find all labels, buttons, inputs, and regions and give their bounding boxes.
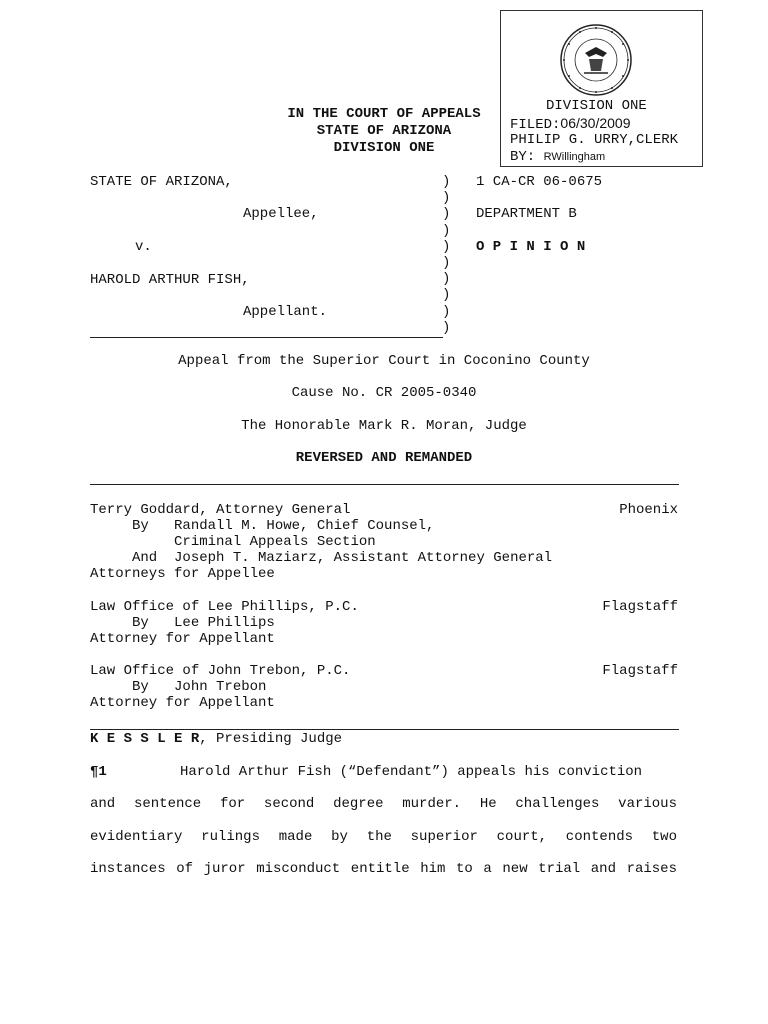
- opinion-line: Harold Arthur Fish (“Defendant”) appeals his conviction: [180, 764, 643, 780]
- filing-stamp: [500, 10, 703, 167]
- caption-defendant-role: Appellant.: [243, 304, 328, 320]
- cause-number: Cause No. CR 2005-0340: [291, 385, 477, 401]
- counsel-line: By John Trebon: [90, 679, 267, 695]
- counsel-line: Law Office of Lee Phillips, P.C.: [90, 599, 359, 615]
- counsel-line: And Joseph T. Maziarz, Assistant Attorney General: [90, 550, 553, 566]
- court-state: STATE OF ARIZONA: [316, 123, 452, 139]
- stamp-division: DIVISION ONE: [546, 98, 647, 114]
- paragraph-mark: ¶1: [90, 764, 107, 780]
- stamp-clerk: PHILIP G. URRY,CLERK: [510, 132, 679, 148]
- document-type: O P I N I O N: [476, 239, 586, 255]
- section-rule-top: [90, 484, 679, 485]
- stamp-by: [510, 149, 605, 165]
- opinion-author: K E S S L E R: [90, 731, 200, 747]
- caption-rule: [90, 337, 443, 338]
- caption-plaintiff-role: Appellee,: [243, 206, 319, 222]
- counsel-line: By Randall M. Howe, Chief Counsel,: [90, 518, 435, 534]
- court-division: DIVISION ONE: [333, 140, 435, 156]
- counsel-city: Phoenix: [619, 502, 678, 518]
- case-number: 1 CA-CR 06-0675: [476, 174, 603, 190]
- counsel-line: By Lee Phillips: [90, 615, 275, 631]
- counsel-line: Criminal Appeals Section: [90, 534, 376, 550]
- stamp-filed-label: FILED:: [510, 117, 561, 133]
- opinion-line: and sentence for second degree murder. He challenges various: [90, 796, 677, 812]
- disposition: REVERSED AND REMANDED: [295, 450, 473, 466]
- opinion-author-line: [90, 731, 342, 747]
- caption-defendant: HAROLD ARTHUR FISH,: [90, 272, 250, 288]
- counsel-city: Flagstaff: [602, 663, 678, 679]
- department: DEPARTMENT B: [476, 206, 577, 222]
- counsel-line: Law Office of John Trebon, P.C.: [90, 663, 351, 679]
- counsel-line: Terry Goddard, Attorney General: [90, 502, 351, 518]
- counsel-line: Attorney for Appellant: [90, 631, 275, 647]
- court-seal-icon: [559, 23, 633, 97]
- counsel-line: Attorney for Appellant: [90, 695, 275, 711]
- stamp-filed: [510, 115, 631, 133]
- opinion-line: evidentiary rulings made by the superior court, contends two: [90, 829, 677, 845]
- counsel-city: Flagstaff: [602, 599, 678, 615]
- court-name: IN THE COURT OF APPEALS: [287, 106, 481, 122]
- trial-judge: The Honorable Mark R. Moran, Judge: [241, 418, 527, 434]
- stamp-by-label: BY:: [510, 149, 536, 165]
- caption-versus: v.: [135, 239, 152, 255]
- stamp-by-name: RWillingham: [543, 151, 606, 163]
- opinion-line: instances of juror misconduct entitle him to a new trial and raises: [90, 861, 677, 877]
- appeal-from: Appeal from the Superior Court in Coconino County: [178, 353, 590, 369]
- counsel-line: Attorneys for Appellee: [90, 566, 275, 582]
- section-rule-bottom: [90, 729, 679, 730]
- stamp-filed-date: 06/30/2009: [560, 115, 631, 131]
- opinion-author-title: , Presiding Judge: [199, 731, 343, 747]
- caption-paren-column: ) ) ) ) ) ) ) ) ) ): [442, 174, 451, 336]
- caption-plaintiff: STATE OF ARIZONA,: [90, 174, 233, 190]
